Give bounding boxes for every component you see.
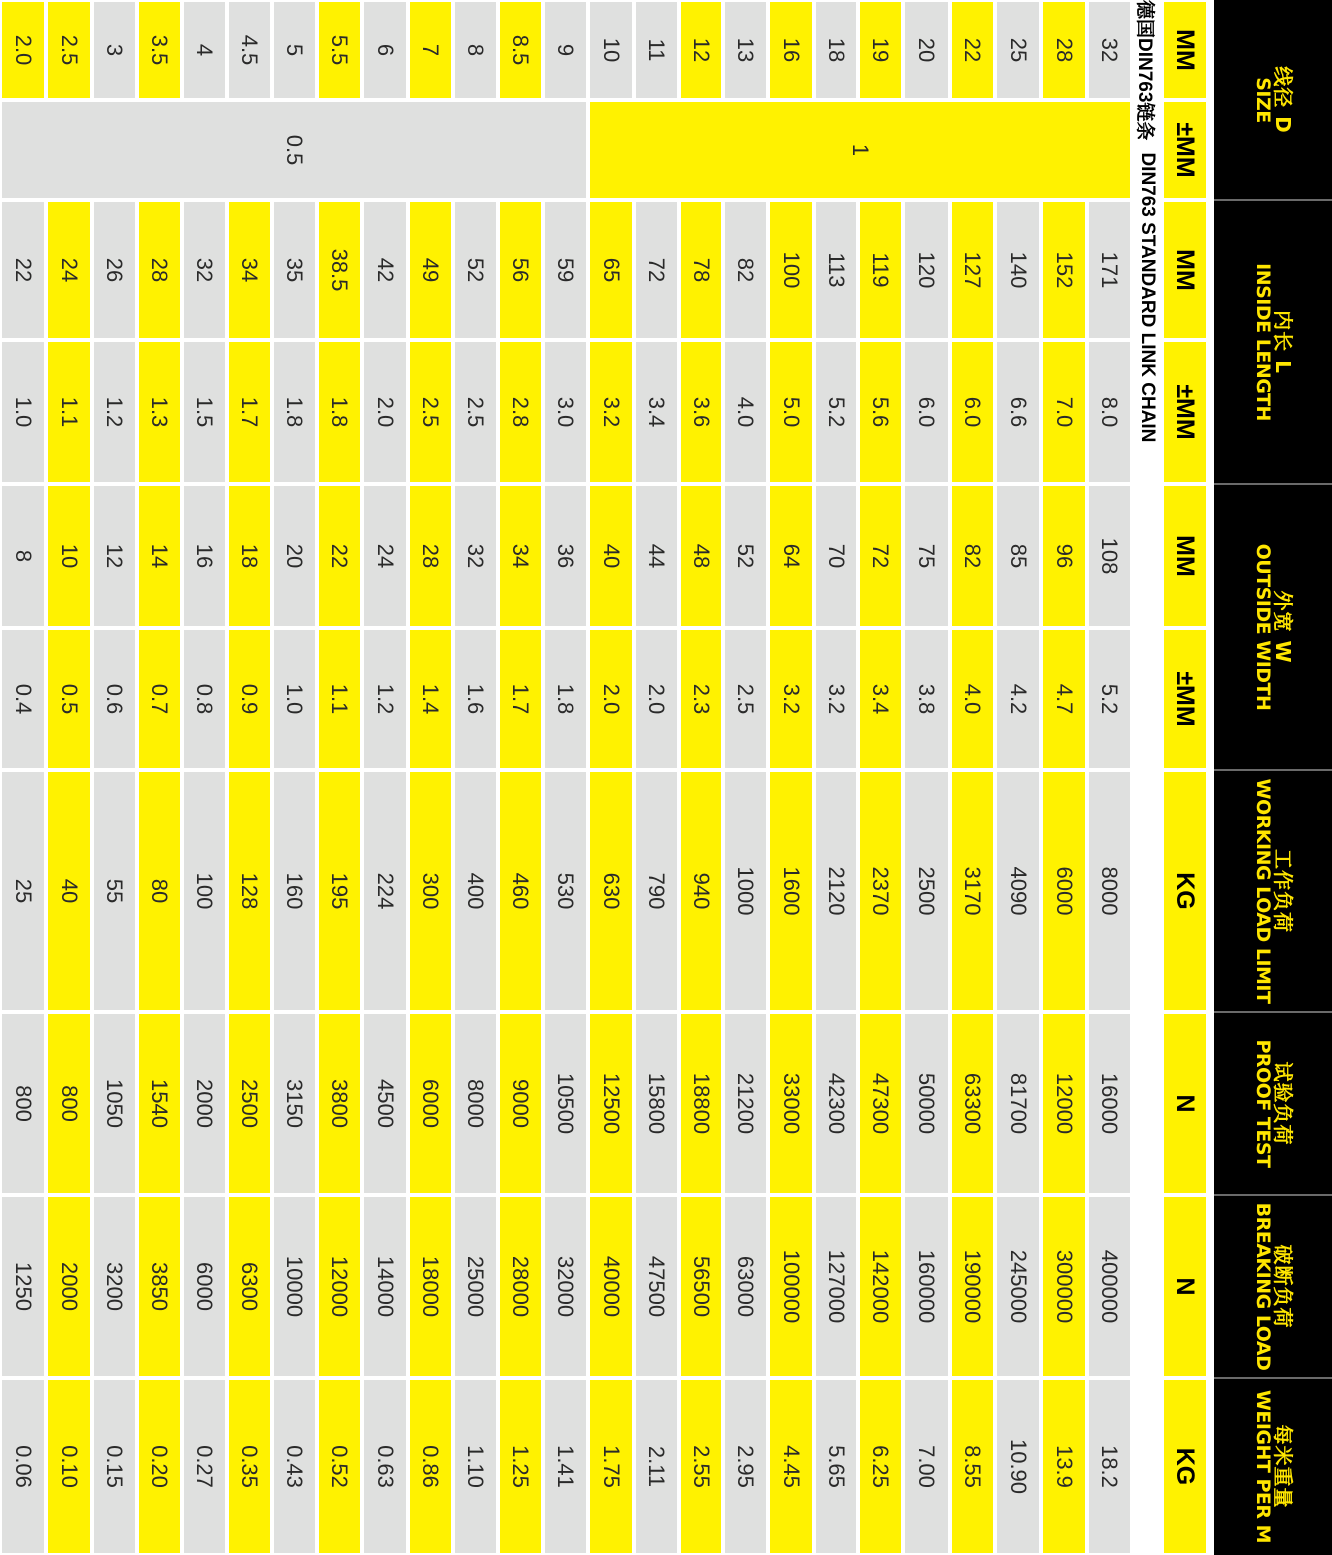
cell-l: 28 — [139, 202, 180, 338]
cell-size: 5 — [274, 2, 315, 98]
cell-l_tol: 1.1 — [48, 342, 90, 482]
cell-proof: 4500 — [364, 1014, 406, 1193]
header-divider — [1214, 1011, 1332, 1013]
column-header — [1214, 200, 1332, 484]
cell-weight: 7.00 — [905, 1380, 948, 1553]
cell-proof: 3150 — [274, 1014, 315, 1193]
cell-break: 47500 — [636, 1197, 677, 1376]
cell-size: 5.5 — [319, 2, 360, 98]
cell-weight: 2.11 — [636, 1380, 677, 1553]
cell-w: 32 — [455, 486, 496, 626]
cell-wll: 400 — [455, 772, 496, 1010]
title-zh: 德国DIN763链条 — [1134, 0, 1156, 141]
cell-w: 8 — [2, 486, 44, 626]
cell-size: 2.0 — [2, 2, 44, 98]
unit-cell: ±MM — [1164, 102, 1206, 198]
cell-w_tol: 0.7 — [139, 630, 180, 768]
cell-break: 12000 — [319, 1197, 360, 1376]
cell-wll: 224 — [364, 772, 406, 1010]
cell-w_tol: 1.6 — [455, 630, 496, 768]
cell-w: 48 — [681, 486, 721, 626]
cell-weight: 2.55 — [681, 1380, 721, 1553]
column-header-en: OUTSIDE WIDTH — [1252, 543, 1275, 711]
cell-w: 20 — [274, 486, 315, 626]
cell-wll: 940 — [681, 772, 721, 1010]
cell-l_tol: 6.0 — [905, 342, 948, 482]
cell-l_tol: 2.8 — [500, 342, 541, 482]
cell-wll: 160 — [274, 772, 315, 1010]
cell-size: 18 — [816, 2, 856, 98]
cell-wll: 128 — [229, 772, 270, 1010]
cell-wll: 1600 — [770, 772, 812, 1010]
cell-l_tol: 2.5 — [455, 342, 496, 482]
cell-size: 2.5 — [48, 2, 90, 98]
cell-w_tol: 0.6 — [94, 630, 135, 768]
cell-proof: 47300 — [860, 1014, 901, 1193]
cell-proof: 1050 — [94, 1014, 135, 1193]
cell-weight: 1.25 — [500, 1380, 541, 1553]
column-header-zh: 试验负荷 — [1271, 1061, 1296, 1146]
cell-weight: 0.63 — [364, 1380, 406, 1553]
cell-l_tol: 1.7 — [229, 342, 270, 482]
column-header — [1214, 1195, 1332, 1378]
cell-wll: 55 — [94, 772, 135, 1010]
cell-w: 10 — [48, 486, 90, 626]
cell-w: 70 — [816, 486, 856, 626]
cell-wll: 40 — [48, 772, 90, 1010]
cell-l: 26 — [94, 202, 135, 338]
size-tolerance-group: 1 — [590, 102, 1130, 198]
cell-w_tol: 3.2 — [770, 630, 812, 768]
cell-break: 300000 — [1043, 1197, 1085, 1376]
cell-proof: 12000 — [1043, 1014, 1085, 1193]
cell-size: 19 — [860, 2, 901, 98]
cell-break: 56500 — [681, 1197, 721, 1376]
cell-break: 6000 — [184, 1197, 225, 1376]
cell-proof: 50000 — [905, 1014, 948, 1193]
cell-w_tol: 3.4 — [860, 630, 901, 768]
header-divider — [1214, 199, 1332, 201]
cell-weight: 0.35 — [229, 1380, 270, 1553]
cell-proof: 63300 — [952, 1014, 993, 1193]
cell-break: 63000 — [725, 1197, 766, 1376]
cell-w: 44 — [636, 486, 677, 626]
cell-wll: 530 — [545, 772, 586, 1010]
cell-w_tol: 0.5 — [48, 630, 90, 768]
cell-weight: 5.65 — [816, 1380, 856, 1553]
cell-l_tol: 3.2 — [590, 342, 632, 482]
cell-wll: 8000 — [1089, 772, 1130, 1010]
cell-weight: 1.75 — [590, 1380, 632, 1553]
cell-break: 160000 — [905, 1197, 948, 1376]
cell-weight: 6.25 — [860, 1380, 901, 1553]
cell-l: 32 — [184, 202, 225, 338]
cell-size: 11 — [636, 2, 677, 98]
cell-l: 38.5 — [319, 202, 360, 338]
cell-w: 36 — [545, 486, 586, 626]
cell-l: 82 — [725, 202, 766, 338]
cell-break: 142000 — [860, 1197, 901, 1376]
unit-cell: N — [1164, 1014, 1206, 1193]
cell-size: 8 — [455, 2, 496, 98]
column-header-en: WORKING LOAD LIMIT — [1252, 778, 1275, 1004]
cell-l_tol: 4.0 — [725, 342, 766, 482]
cell-break: 25000 — [455, 1197, 496, 1376]
cell-w_tol: 0.8 — [184, 630, 225, 768]
cell-size: 3 — [94, 2, 135, 98]
cell-size: 4 — [184, 2, 225, 98]
cell-break: 10000 — [274, 1197, 315, 1376]
column-header-zh: 每米重量 — [1271, 1424, 1296, 1509]
cell-proof: 10500 — [545, 1014, 586, 1193]
cell-l_tol: 2.0 — [364, 342, 406, 482]
unit-cell: N — [1164, 1197, 1206, 1376]
cell-proof: 800 — [48, 1014, 90, 1193]
cell-w_tol: 4.7 — [1043, 630, 1085, 768]
cell-weight: 0.15 — [94, 1380, 135, 1553]
cell-w_tol: 2.0 — [590, 630, 632, 768]
cell-size: 16 — [770, 2, 812, 98]
cell-proof: 2000 — [184, 1014, 225, 1193]
cell-l_tol: 7.0 — [1043, 342, 1085, 482]
column-header-en: SIZE — [1252, 77, 1275, 123]
cell-size: 4.5 — [229, 2, 270, 98]
header-divider — [1214, 483, 1332, 485]
unit-cell: ±MM — [1164, 342, 1206, 482]
cell-weight: 0.27 — [184, 1380, 225, 1553]
cell-l: 65 — [590, 202, 632, 338]
cell-l_tol: 1.2 — [94, 342, 135, 482]
cell-break: 6300 — [229, 1197, 270, 1376]
cell-l: 22 — [2, 202, 44, 338]
column-header — [1214, 484, 1332, 770]
cell-wll: 25 — [2, 772, 44, 1010]
cell-weight: 1.10 — [455, 1380, 496, 1553]
size-tolerance-group: 0.5 — [2, 102, 586, 198]
cell-proof: 3800 — [319, 1014, 360, 1193]
cell-size: 20 — [905, 2, 948, 98]
column-header — [1214, 1012, 1332, 1195]
cell-l: 24 — [48, 202, 90, 338]
cell-l: 34 — [229, 202, 270, 338]
cell-proof: 9000 — [500, 1014, 541, 1193]
cell-w_tol: 1.8 — [545, 630, 586, 768]
cell-weight: 0.10 — [48, 1380, 90, 1553]
cell-w: 64 — [770, 486, 812, 626]
cell-wll: 2500 — [905, 772, 948, 1010]
cell-proof: 8000 — [455, 1014, 496, 1193]
cell-proof: 33000 — [770, 1014, 812, 1193]
title-en: DIN763 STANDARD LINK CHAIN — [1137, 152, 1158, 443]
unit-cell: MM — [1164, 202, 1206, 338]
cell-l_tol: 1.8 — [274, 342, 315, 482]
cell-w: 12 — [94, 486, 135, 626]
unit-cell: MM — [1164, 2, 1206, 98]
cell-w_tol: 4.0 — [952, 630, 993, 768]
column-header-en: WEIGHT PER M — [1252, 1389, 1275, 1544]
cell-w_tol: 2.3 — [681, 630, 721, 768]
cell-l_tol: 5.6 — [860, 342, 901, 482]
cell-wll: 1000 — [725, 772, 766, 1010]
cell-size: 6 — [364, 2, 406, 98]
cell-l_tol: 1.5 — [184, 342, 225, 482]
cell-weight: 8.55 — [952, 1380, 993, 1553]
cell-l: 42 — [364, 202, 406, 338]
cell-l: 120 — [905, 202, 948, 338]
cell-w: 34 — [500, 486, 541, 626]
cell-l: 171 — [1089, 202, 1130, 338]
cell-l_tol: 5.2 — [816, 342, 856, 482]
column-header — [1214, 1378, 1332, 1555]
cell-l: 72 — [636, 202, 677, 338]
column-header — [1214, 0, 1332, 200]
cell-l: 100 — [770, 202, 812, 338]
cell-weight: 0.86 — [410, 1380, 451, 1553]
cell-proof: 2500 — [229, 1014, 270, 1193]
cell-l_tol: 1.3 — [139, 342, 180, 482]
cell-w_tol: 0.9 — [229, 630, 270, 768]
cell-w_tol: 0.4 — [2, 630, 44, 768]
cell-wll: 3170 — [952, 772, 993, 1010]
unit-cell: ±MM — [1164, 630, 1206, 768]
cell-w: 40 — [590, 486, 632, 626]
cell-size: 8.5 — [500, 2, 541, 98]
column-header — [1214, 770, 1332, 1012]
cell-l_tol: 1.8 — [319, 342, 360, 482]
cell-break: 2000 — [48, 1197, 90, 1376]
cell-weight: 0.52 — [319, 1380, 360, 1553]
column-header-zh: 外宽 W — [1271, 590, 1296, 664]
cell-w_tol: 5.2 — [1089, 630, 1130, 768]
cell-proof: 18800 — [681, 1014, 721, 1193]
cell-break: 245000 — [997, 1197, 1039, 1376]
cell-w_tol: 1.7 — [500, 630, 541, 768]
cell-wll: 460 — [500, 772, 541, 1010]
cell-l: 152 — [1043, 202, 1085, 338]
cell-wll: 2120 — [816, 772, 856, 1010]
cell-proof: 6000 — [410, 1014, 451, 1193]
cell-break: 1250 — [2, 1197, 44, 1376]
cell-l: 52 — [455, 202, 496, 338]
cell-l: 113 — [816, 202, 856, 338]
cell-break: 40000 — [590, 1197, 632, 1376]
column-header-zh: 破断负荷 — [1271, 1244, 1296, 1329]
cell-proof: 21200 — [725, 1014, 766, 1193]
cell-weight: 0.20 — [139, 1380, 180, 1553]
header-divider — [1214, 1194, 1332, 1196]
cell-w: 85 — [997, 486, 1039, 626]
cell-wll: 80 — [139, 772, 180, 1010]
cell-w: 16 — [184, 486, 225, 626]
cell-l_tol: 5.0 — [770, 342, 812, 482]
cell-weight: 10.90 — [997, 1380, 1039, 1553]
header-divider — [1214, 769, 1332, 771]
column-header-zh: 线径 D — [1271, 66, 1296, 134]
cell-break: 3200 — [94, 1197, 135, 1376]
cell-wll: 4090 — [997, 772, 1039, 1010]
cell-l: 127 — [952, 202, 993, 338]
cell-size: 32 — [1089, 2, 1130, 98]
cell-size: 12 — [681, 2, 721, 98]
table-title — [1131, 0, 1163, 1555]
cell-size: 10 — [590, 2, 632, 98]
cell-weight: 4.45 — [770, 1380, 812, 1553]
cell-l: 119 — [860, 202, 901, 338]
cell-size: 28 — [1043, 2, 1085, 98]
cell-proof: 42300 — [816, 1014, 856, 1193]
cell-w_tol: 1.2 — [364, 630, 406, 768]
cell-break: 400000 — [1089, 1197, 1130, 1376]
cell-l_tol: 6.6 — [997, 342, 1039, 482]
cell-w: 28 — [410, 486, 451, 626]
cell-weight: 18.2 — [1089, 1380, 1130, 1553]
cell-wll: 630 — [590, 772, 632, 1010]
cell-break: 18000 — [410, 1197, 451, 1376]
cell-break: 100000 — [770, 1197, 812, 1376]
unit-cell: KG — [1164, 1380, 1206, 1553]
cell-proof: 12500 — [590, 1014, 632, 1193]
cell-l: 59 — [545, 202, 586, 338]
column-header-en: PROOF TEST — [1252, 1039, 1275, 1168]
cell-w_tol: 1.4 — [410, 630, 451, 768]
cell-w: 14 — [139, 486, 180, 626]
cell-w: 108 — [1089, 486, 1130, 626]
cell-l: 56 — [500, 202, 541, 338]
cell-size: 13 — [725, 2, 766, 98]
cell-proof: 1540 — [139, 1014, 180, 1193]
cell-l_tol: 6.0 — [952, 342, 993, 482]
cell-size: 7 — [410, 2, 451, 98]
cell-weight: 2.95 — [725, 1380, 766, 1553]
cell-weight: 0.43 — [274, 1380, 315, 1553]
cell-w: 52 — [725, 486, 766, 626]
cell-break: 32000 — [545, 1197, 586, 1376]
cell-wll: 300 — [410, 772, 451, 1010]
cell-size: 3.5 — [139, 2, 180, 98]
cell-proof: 15800 — [636, 1014, 677, 1193]
cell-break: 3850 — [139, 1197, 180, 1376]
cell-w_tol: 1.1 — [319, 630, 360, 768]
cell-l_tol: 8.0 — [1089, 342, 1130, 482]
cell-wll: 195 — [319, 772, 360, 1010]
cell-weight: 0.06 — [2, 1380, 44, 1553]
header-divider — [1214, 1377, 1332, 1379]
cell-proof: 800 — [2, 1014, 44, 1193]
cell-l_tol: 3.6 — [681, 342, 721, 482]
cell-w: 75 — [905, 486, 948, 626]
cell-proof: 16000 — [1089, 1014, 1130, 1193]
cell-w: 24 — [364, 486, 406, 626]
cell-break: 127000 — [816, 1197, 856, 1376]
cell-break: 190000 — [952, 1197, 993, 1376]
cell-size: 25 — [997, 2, 1039, 98]
column-header-zh: 工作负荷 — [1271, 849, 1296, 933]
cell-weight: 13.9 — [1043, 1380, 1085, 1553]
cell-w: 72 — [860, 486, 901, 626]
column-header-en: INSIDE LENGTH — [1252, 263, 1275, 421]
cell-w_tol: 3.8 — [905, 630, 948, 768]
cell-l: 140 — [997, 202, 1039, 338]
cell-wll: 100 — [184, 772, 225, 1010]
cell-w_tol: 4.2 — [997, 630, 1039, 768]
cell-l: 78 — [681, 202, 721, 338]
cell-l: 35 — [274, 202, 315, 338]
cell-w: 18 — [229, 486, 270, 626]
cell-size: 9 — [545, 2, 586, 98]
cell-l: 49 — [410, 202, 451, 338]
cell-break: 14000 — [364, 1197, 406, 1376]
cell-w: 22 — [319, 486, 360, 626]
unit-cell: MM — [1164, 486, 1206, 626]
cell-l_tol: 3.0 — [545, 342, 586, 482]
cell-w_tol: 2.0 — [636, 630, 677, 768]
cell-w_tol: 1.0 — [274, 630, 315, 768]
cell-l_tol: 1.0 — [2, 342, 44, 482]
cell-wll: 790 — [636, 772, 677, 1010]
cell-weight: 1.41 — [545, 1380, 586, 1553]
cell-w: 96 — [1043, 486, 1085, 626]
cell-w: 82 — [952, 486, 993, 626]
column-header-zh: 内长 L — [1271, 310, 1296, 374]
cell-w_tol: 2.5 — [725, 630, 766, 768]
cell-wll: 6000 — [1043, 772, 1085, 1010]
column-header-en: BREAKING LOAD — [1252, 1202, 1275, 1371]
cell-l_tol: 2.5 — [410, 342, 451, 482]
cell-wll: 2370 — [860, 772, 901, 1010]
cell-size: 22 — [952, 2, 993, 98]
cell-l_tol: 3.4 — [636, 342, 677, 482]
cell-proof: 81700 — [997, 1014, 1039, 1193]
cell-w_tol: 3.2 — [816, 630, 856, 768]
unit-cell: KG — [1164, 772, 1206, 1010]
cell-break: 28000 — [500, 1197, 541, 1376]
